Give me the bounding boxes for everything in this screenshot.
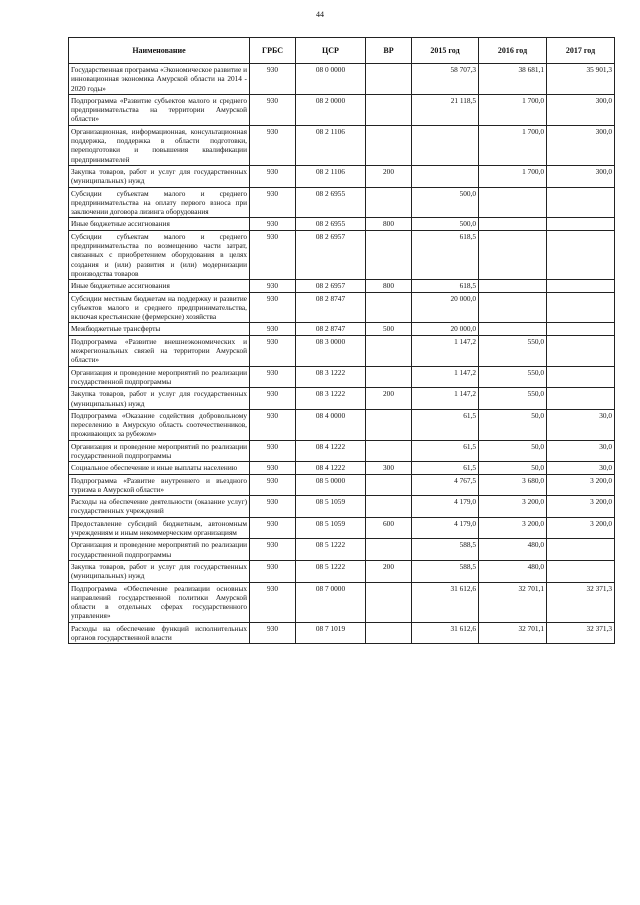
row-2016-cell: 550,0: [479, 335, 547, 366]
row-vr-cell: [366, 292, 412, 323]
row-name-cell: Социальное обеспечение и иные выплаты населению: [69, 462, 250, 474]
table-row: [69, 335, 615, 366]
row-grbs-cell: 930: [250, 462, 296, 474]
row-csr-cell: 08 5 1222: [296, 539, 366, 561]
row-2017-cell: 32 371,3: [547, 582, 615, 622]
row-csr-cell: 08 4 0000: [296, 409, 366, 440]
row-2016-cell: 1 700,0: [479, 94, 547, 125]
row-2016-cell: 3 200,0: [479, 496, 547, 518]
row-grbs-cell: 930: [250, 517, 296, 539]
table-row: [69, 218, 615, 230]
row-2016-cell: 32 701,1: [479, 582, 547, 622]
table-row: [69, 440, 615, 462]
row-name-cell: Подпрограмма «Оказание содействия добровольному переселению в Амурскую область соотечественников, проживающих за рубежом»: [69, 409, 250, 440]
row-name-cell: Предоставление субсидий бюджетным, автономным учреждениям и иным некоммерческим организациям: [69, 517, 250, 539]
row-2016-cell: [479, 292, 547, 323]
row-vr-cell: 500: [366, 323, 412, 335]
row-2015-cell: 61,5: [412, 440, 479, 462]
table-row: [69, 539, 615, 561]
row-grbs-cell: 930: [250, 560, 296, 582]
row-name-cell: Подпрограмма «Обеспечение реализации основных направлений государственной политики Амурской области в отдельных сферах государственного управления»: [69, 582, 250, 622]
row-2017-cell: [547, 539, 615, 561]
table-row: [69, 517, 615, 539]
row-2017-cell: [547, 218, 615, 230]
row-grbs-cell: 930: [250, 230, 296, 279]
row-2015-cell: 4 767,5: [412, 474, 479, 496]
row-vr-cell: [366, 64, 412, 95]
row-2017-cell: [547, 560, 615, 582]
row-2015-cell: 500,0: [412, 187, 479, 218]
row-name-cell: Закупка товаров, работ и услуг для государственных (муниципальных) нужд: [69, 165, 250, 187]
row-csr-cell: 08 3 0000: [296, 335, 366, 366]
row-name-cell: Субсидии местным бюджетам на поддержку и развитие субъектов малого и среднего предпринимательства, включая крестьянские (фермерские) хозяйства: [69, 292, 250, 323]
row-2015-cell: 1 147,2: [412, 388, 479, 410]
row-csr-cell: 08 2 6957: [296, 230, 366, 279]
row-2015-cell: 618,5: [412, 230, 479, 279]
row-csr-cell: 08 3 1222: [296, 366, 366, 388]
row-2017-cell: [547, 335, 615, 366]
row-2015-cell: 31 612,6: [412, 622, 479, 644]
row-2016-cell: 3 200,0: [479, 517, 547, 539]
row-2017-cell: [547, 187, 615, 218]
row-2015-cell: [412, 125, 479, 165]
table-row: [69, 560, 615, 582]
row-csr-cell: 08 7 0000: [296, 582, 366, 622]
header-2017: 2017 год: [547, 38, 615, 64]
row-grbs-cell: 930: [250, 366, 296, 388]
row-2016-cell: 1 700,0: [479, 165, 547, 187]
row-2017-cell: [547, 280, 615, 292]
row-vr-cell: [366, 125, 412, 165]
header-vr: ВР: [366, 38, 412, 64]
row-2016-cell: 480,0: [479, 560, 547, 582]
row-2016-cell: [479, 230, 547, 279]
row-vr-cell: 200: [366, 388, 412, 410]
table-row: [69, 366, 615, 388]
header-name: Наименование: [69, 38, 250, 64]
row-grbs-cell: 930: [250, 64, 296, 95]
row-name-cell: Организация и проведение мероприятий по реализации государственной подпрограммы: [69, 539, 250, 561]
row-name-cell: Закупка товаров, работ и услуг для государственных (муниципальных) нужд: [69, 560, 250, 582]
row-2017-cell: [547, 388, 615, 410]
table-row: [69, 323, 615, 335]
row-vr-cell: [366, 582, 412, 622]
row-grbs-cell: 930: [250, 335, 296, 366]
row-grbs-cell: 930: [250, 165, 296, 187]
table-row: [69, 622, 615, 644]
row-name-cell: Субсидии субъектам малого и среднего предпринимательства на оплату первого взноса при заключении договора лизинга оборудования: [69, 187, 250, 218]
table-row: [69, 409, 615, 440]
row-name-cell: Организационная, информационная, консультационная поддержка, поддержка в области подготовки, переподготовки и повышения квалификации предпринимателей: [69, 125, 250, 165]
row-2015-cell: 1 147,2: [412, 335, 479, 366]
row-2015-cell: 588,5: [412, 539, 479, 561]
row-vr-cell: [366, 94, 412, 125]
table-row: [69, 474, 615, 496]
table-row: [69, 496, 615, 518]
row-grbs-cell: 930: [250, 440, 296, 462]
row-2016-cell: 1 700,0: [479, 125, 547, 165]
row-csr-cell: 08 2 6955: [296, 187, 366, 218]
row-csr-cell: 08 5 1059: [296, 517, 366, 539]
row-2017-cell: 300,0: [547, 165, 615, 187]
header-2015: 2015 год: [412, 38, 479, 64]
row-grbs-cell: 930: [250, 125, 296, 165]
row-grbs-cell: 930: [250, 474, 296, 496]
row-vr-cell: 200: [366, 560, 412, 582]
row-grbs-cell: 930: [250, 292, 296, 323]
row-vr-cell: [366, 366, 412, 388]
row-2016-cell: [479, 218, 547, 230]
row-name-cell: Закупка товаров, работ и услуг для государственных (муниципальных) нужд: [69, 388, 250, 410]
row-csr-cell: 08 2 6955: [296, 218, 366, 230]
row-vr-cell: [366, 622, 412, 644]
row-2016-cell: 32 701,1: [479, 622, 547, 644]
row-2015-cell: 20 000,0: [412, 323, 479, 335]
row-name-cell: Организация и проведение мероприятий по реализации государственной подпрограммы: [69, 440, 250, 462]
row-csr-cell: 08 2 8747: [296, 323, 366, 335]
row-2016-cell: 50,0: [479, 462, 547, 474]
header-grbs: ГРБС: [250, 38, 296, 64]
row-2016-cell: 3 680,0: [479, 474, 547, 496]
row-grbs-cell: 930: [250, 94, 296, 125]
row-2016-cell: [479, 280, 547, 292]
row-2017-cell: 3 200,0: [547, 496, 615, 518]
row-grbs-cell: 930: [250, 323, 296, 335]
row-name-cell: Субсидии субъектам малого и среднего предпринимательства по возмещению части затрат, связанных с приобретением оборудования в целях создания и (или) развития и (или) модернизации производства товаров: [69, 230, 250, 279]
row-2017-cell: 30,0: [547, 462, 615, 474]
row-grbs-cell: 930: [250, 187, 296, 218]
row-2015-cell: 500,0: [412, 218, 479, 230]
row-2016-cell: 50,0: [479, 440, 547, 462]
row-2015-cell: 61,5: [412, 409, 479, 440]
row-name-cell: Подпрограмма «Развитие внешнеэкономических и межрегиональных связей на территории Амурской области»: [69, 335, 250, 366]
row-name-cell: Расходы на обеспечение функций исполнительных органов государственной власти: [69, 622, 250, 644]
row-name-cell: Подпрограмма «Развитие субъектов малого и среднего предпринимательства на территории Амурской области»: [69, 94, 250, 125]
row-2015-cell: 31 612,6: [412, 582, 479, 622]
row-grbs-cell: 930: [250, 409, 296, 440]
row-name-cell: Иные бюджетные ассигнования: [69, 218, 250, 230]
row-name-cell: Иные бюджетные ассигнования: [69, 280, 250, 292]
row-2015-cell: 4 179,0: [412, 517, 479, 539]
row-2017-cell: 30,0: [547, 409, 615, 440]
row-2015-cell: 4 179,0: [412, 496, 479, 518]
row-vr-cell: [366, 335, 412, 366]
row-2015-cell: 61,5: [412, 462, 479, 474]
table-row: [69, 582, 615, 622]
row-2016-cell: [479, 187, 547, 218]
table-row: [69, 64, 615, 95]
row-2015-cell: 58 707,3: [412, 64, 479, 95]
table-row: [69, 165, 615, 187]
header-csr: ЦСР: [296, 38, 366, 64]
row-2017-cell: [547, 366, 615, 388]
row-name-cell: Подпрограмма «Развитие внутреннего и въездного туризма в Амурской области»: [69, 474, 250, 496]
row-2017-cell: 35 901,3: [547, 64, 615, 95]
row-csr-cell: 08 2 1106: [296, 125, 366, 165]
row-vr-cell: [366, 474, 412, 496]
row-2016-cell: 550,0: [479, 366, 547, 388]
row-csr-cell: 08 2 1106: [296, 165, 366, 187]
table-header-row: [69, 38, 615, 64]
table-row: [69, 187, 615, 218]
row-vr-cell: 200: [366, 165, 412, 187]
row-csr-cell: 08 5 1059: [296, 496, 366, 518]
row-2017-cell: [547, 230, 615, 279]
row-2017-cell: [547, 323, 615, 335]
row-grbs-cell: 930: [250, 622, 296, 644]
row-grbs-cell: 930: [250, 218, 296, 230]
row-vr-cell: 600: [366, 517, 412, 539]
row-csr-cell: 08 2 6957: [296, 280, 366, 292]
row-vr-cell: 300: [366, 462, 412, 474]
row-2017-cell: 3 200,0: [547, 517, 615, 539]
row-vr-cell: [366, 230, 412, 279]
row-2016-cell: 550,0: [479, 388, 547, 410]
row-2016-cell: 38 681,1: [479, 64, 547, 95]
row-name-cell: Расходы на обеспечение деятельности (оказание услуг) государственных учреждений: [69, 496, 250, 518]
row-vr-cell: 800: [366, 280, 412, 292]
row-vr-cell: [366, 187, 412, 218]
row-csr-cell: 08 5 0000: [296, 474, 366, 496]
row-2016-cell: 480,0: [479, 539, 547, 561]
row-csr-cell: 08 3 1222: [296, 388, 366, 410]
row-grbs-cell: 930: [250, 582, 296, 622]
row-csr-cell: 08 5 1222: [296, 560, 366, 582]
row-2015-cell: [412, 165, 479, 187]
row-name-cell: Организация и проведение мероприятий по реализации государственной подпрограммы: [69, 366, 250, 388]
row-csr-cell: 08 4 1222: [296, 440, 366, 462]
table-row: [69, 230, 615, 279]
row-2017-cell: 30,0: [547, 440, 615, 462]
header-2016: 2016 год: [479, 38, 547, 64]
row-2015-cell: 21 118,5: [412, 94, 479, 125]
row-2017-cell: 300,0: [547, 125, 615, 165]
row-name-cell: Межбюджетные трансферты: [69, 323, 250, 335]
page-number: 44: [316, 10, 324, 19]
table-row: [69, 388, 615, 410]
row-vr-cell: [366, 440, 412, 462]
row-name-cell: Государственная программа «Экономическое развитие и инновационная экономика Амурской области на 2014 - 2020 годы»: [69, 64, 250, 95]
row-csr-cell: 08 4 1222: [296, 462, 366, 474]
budget-table: [68, 37, 615, 644]
row-grbs-cell: 930: [250, 280, 296, 292]
row-grbs-cell: 930: [250, 388, 296, 410]
table-row: [69, 94, 615, 125]
table-row: [69, 280, 615, 292]
row-2017-cell: 300,0: [547, 94, 615, 125]
row-2016-cell: 50,0: [479, 409, 547, 440]
row-csr-cell: 08 2 0000: [296, 94, 366, 125]
row-2017-cell: 3 200,0: [547, 474, 615, 496]
row-2015-cell: 618,5: [412, 280, 479, 292]
row-grbs-cell: 930: [250, 539, 296, 561]
row-vr-cell: [366, 409, 412, 440]
row-vr-cell: 800: [366, 218, 412, 230]
table-row: [69, 125, 615, 165]
row-vr-cell: [366, 496, 412, 518]
row-2016-cell: [479, 323, 547, 335]
row-2015-cell: 20 000,0: [412, 292, 479, 323]
row-csr-cell: 08 7 1019: [296, 622, 366, 644]
row-2015-cell: 588,5: [412, 560, 479, 582]
row-2017-cell: 32 371,3: [547, 622, 615, 644]
table-row: [69, 462, 615, 474]
row-grbs-cell: 930: [250, 496, 296, 518]
row-csr-cell: 08 2 8747: [296, 292, 366, 323]
row-2017-cell: [547, 292, 615, 323]
table-body: [69, 64, 615, 644]
row-vr-cell: [366, 539, 412, 561]
row-2015-cell: 1 147,2: [412, 366, 479, 388]
table-row: [69, 292, 615, 323]
row-csr-cell: 08 0 0000: [296, 64, 366, 95]
